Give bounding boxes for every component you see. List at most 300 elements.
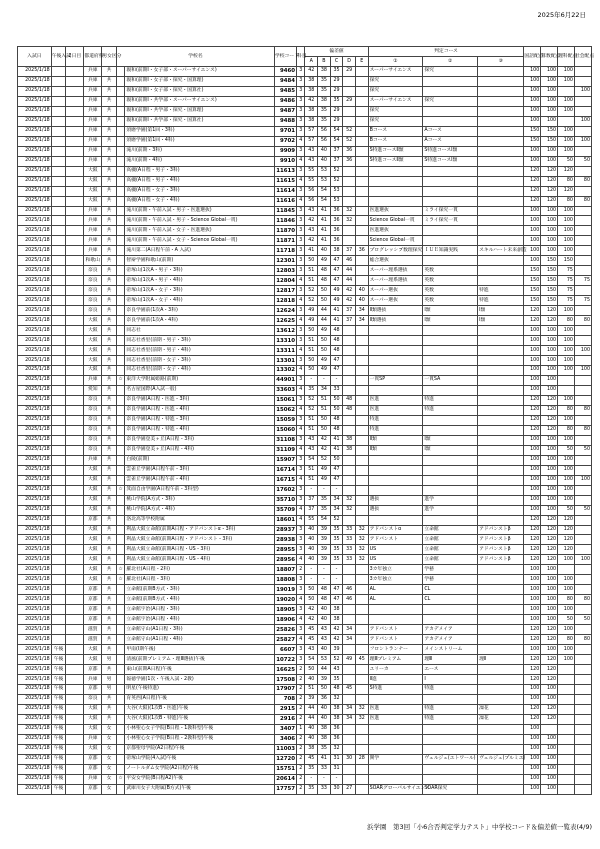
cell-prefecture: 大阪: [84, 176, 102, 186]
cell-h-a: 57: [305, 126, 318, 136]
cell-h-c: 47: [330, 266, 343, 276]
cell-school-name: 奈良学園(A日程・医進・4科): [125, 405, 275, 415]
cell-score-1: 100: [524, 385, 541, 395]
cell-school-name: 滝川第二(A日程午前・A 入試): [125, 246, 275, 256]
cell-afternoon: 午後: [51, 764, 66, 774]
cell-h-a: 43: [305, 156, 318, 166]
cell-course-3: [478, 495, 524, 505]
cell-exam-date: 2025/1/18: [18, 216, 52, 226]
cell-afternoon: [51, 495, 66, 505]
cell-score-3: 120: [558, 166, 575, 176]
cell-h-a: 51: [305, 276, 318, 286]
cell-school-code: 12803: [276, 267, 296, 274]
cell-exam-date: 2025/1/18: [18, 734, 52, 744]
cell-score-1: 100: [524, 106, 541, 116]
cell-h-d: [343, 465, 356, 475]
cell-course-3: [478, 76, 524, 86]
cell-subject-count: 4: [297, 595, 305, 605]
cell-school-name: ノートルダム女学院(A2日程)午後: [125, 764, 275, 774]
col-course: 判定コース: [368, 47, 524, 57]
cell-h-a: 40: [305, 724, 318, 734]
cell-exam-date: 2025/1/18: [18, 535, 52, 545]
cell-afternoon: [51, 585, 66, 595]
cell-second-day: [66, 675, 84, 685]
cell-afternoon: 午後: [51, 744, 66, 754]
cell-h-b: 48: [318, 276, 331, 286]
cell-course-3: [478, 744, 524, 754]
cell-school-code: 6607: [274, 645, 296, 655]
cell-prefecture: 奈良: [84, 296, 102, 306]
cell-school-name: 滝川(前期・3科): [125, 146, 275, 156]
cell-h-c: 52: [330, 176, 343, 186]
cell-score-1: 100: [524, 146, 541, 156]
cell-h-b: 50: [318, 286, 331, 296]
cell-prefecture: 大阪: [84, 316, 102, 326]
cell-prefecture: 兵庫: [84, 675, 102, 685]
cell-h-a: 45: [305, 754, 318, 764]
cell-exam-date: 2025/1/18: [18, 226, 52, 236]
cell-h-e: [355, 415, 368, 425]
cell-h-e: [355, 694, 368, 704]
cell-course-3: 凜花: [478, 714, 524, 724]
cell-course-1: [368, 485, 423, 495]
cell-h-d: 37: [343, 316, 356, 326]
cell-subject-count: 3: [297, 116, 305, 126]
cell-h-e: [355, 385, 368, 395]
cell-course-2: 立命館: [423, 535, 478, 545]
cell-mark-star: [116, 635, 124, 645]
cell-afternoon: [51, 186, 66, 196]
cell-gender: 男: [102, 655, 117, 665]
cell-afternoon: [51, 545, 66, 555]
cell-score-1: 100: [524, 366, 541, 376]
cell-subject-count: 3: [297, 306, 305, 316]
cell-h-e: [355, 625, 368, 635]
cell-h-d: [343, 375, 356, 385]
cell-h-c: 41: [330, 435, 343, 445]
cell-course-3: [478, 665, 524, 675]
cell-score-1: 100: [524, 326, 541, 336]
cell-score-4: [574, 714, 591, 724]
cell-h-a: 50: [305, 595, 318, 605]
cell-school-name: 立命館守山(A1日程・4科): [125, 635, 275, 645]
cell-h-a: 51: [305, 415, 318, 425]
cell-score-1: 100: [524, 724, 541, 734]
cell-prefecture: 兵庫: [84, 236, 102, 246]
cell-school-code: 12804: [276, 277, 296, 284]
cell-h-c: 47: [330, 585, 343, 595]
cell-score-1: 100: [524, 764, 541, 774]
cell-school-code: 35709: [276, 507, 296, 514]
table-row: [18, 724, 592, 734]
cell-second-day: [66, 296, 84, 306]
cell-school-name: 高槻(A日程・女子・4科): [125, 196, 275, 206]
cell-course-3: [478, 605, 524, 615]
cell-score-2: 150: [541, 266, 558, 276]
cell-course-1: [368, 186, 423, 196]
cell-school-code: 19020: [276, 596, 296, 603]
cell-score-1: 100: [524, 336, 541, 346]
cell-h-c: 36: [330, 206, 343, 216]
cell-course-2: Ⅰ類: [423, 316, 478, 326]
cell-exam-date: 2025/1/18: [18, 754, 52, 764]
cell-gender: 共: [102, 565, 117, 575]
cell-h-b: 49: [318, 465, 331, 475]
cell-second-day: [66, 415, 84, 425]
cell-subject-count: 4: [297, 276, 305, 286]
cell-school-code: 12818: [276, 297, 296, 304]
cell-h-c: 53: [330, 186, 343, 196]
cell-h-a: 52: [305, 286, 318, 296]
cell-subject-count: 3: [297, 326, 305, 336]
cell-school-code: 9909: [274, 146, 296, 156]
cell-course-2: 立命館: [423, 525, 478, 535]
cell-score-4: [574, 704, 591, 714]
cell-score-1: 120: [524, 635, 541, 645]
cell-school-code: 13310: [276, 337, 296, 344]
cell-h-e: [355, 455, 368, 465]
cell-course-1: 一貫SP: [368, 375, 423, 385]
cell-gender: 共: [102, 475, 117, 485]
cell-course-1: US: [368, 555, 423, 565]
cell-score-3: 100: [558, 246, 575, 256]
cell-gender: 共: [102, 485, 117, 495]
cell-h-d: 30: [343, 754, 356, 764]
cell-score-3: 80: [558, 316, 575, 326]
cell-school-code: 17907: [276, 686, 296, 693]
cell-school-name: 利晶大阪立命館(前期A日程・US・3科): [125, 545, 275, 555]
cell-gender: 女: [102, 744, 117, 754]
cell-afternoon: [51, 286, 66, 296]
cell-score-3: 80: [558, 425, 575, 435]
cell-course-1: [368, 196, 423, 206]
cell-score-3: [558, 734, 575, 744]
cell-h-c: 50: [330, 455, 343, 465]
cell-score-3: [558, 694, 575, 704]
cell-score-3: [558, 665, 575, 675]
cell-h-c: 50: [330, 395, 343, 405]
cell-subject-count: 4: [297, 405, 305, 415]
cell-exam-date: 2025/1/18: [18, 635, 52, 645]
cell-school-name: 滝川(前期・4科): [125, 156, 275, 166]
cell-second-day: [66, 246, 84, 256]
table-row: [18, 565, 592, 575]
cell-h-e: [355, 744, 368, 754]
cell-mark-star: [116, 744, 124, 754]
cell-h-d: 36: [343, 156, 356, 166]
cell-school-name: 雲雀丘学園(A日程午前・4科): [125, 475, 275, 485]
cell-h-d: 38: [343, 435, 356, 445]
cell-course-3: [478, 784, 524, 794]
cell-course-1: Ⅱ類: [368, 445, 423, 455]
cell-course-2: [423, 86, 478, 96]
cell-school-name: 親和(前期Ⅰ・共学部・探究・国算理): [125, 106, 275, 116]
cell-gender: 共: [102, 605, 117, 615]
cell-subject-count: 3: [297, 485, 305, 495]
cell-course-1: [368, 166, 423, 176]
cell-score-4: [574, 106, 591, 116]
cell-mark-star: [116, 166, 124, 176]
cell-course-2: [423, 116, 478, 126]
cell-gender: 共: [102, 535, 117, 545]
cell-h-b: -: [318, 485, 331, 495]
cell-school-code: 11615: [276, 178, 296, 185]
cell-mark-star: [116, 645, 124, 655]
cell-course-3: [478, 425, 524, 435]
cell-exam-date: 2025/1/18: [18, 555, 52, 565]
cell-course-1: 医進: [368, 395, 423, 405]
cell-h-b: 41: [318, 226, 331, 236]
table-row: [18, 236, 592, 246]
cell-h-d: [343, 116, 356, 126]
cell-score-4: [574, 525, 591, 535]
cell-h-d: [343, 645, 356, 655]
cell-course-2: 英数: [423, 286, 478, 296]
cell-gender: 共: [102, 375, 117, 385]
cell-course-1: 特進: [368, 425, 423, 435]
cell-h-a: 55: [305, 515, 318, 525]
cell-mark-star: [116, 615, 124, 625]
cell-h-e: 40: [355, 286, 368, 296]
cell-score-3: [558, 754, 575, 764]
cell-afternoon: [51, 226, 66, 236]
cell-course-1: 3カ年独立: [368, 565, 423, 575]
cell-h-d: 38: [343, 445, 356, 455]
cell-subject-count: 2: [297, 714, 305, 724]
cell-school-name: 親和(前期Ⅰ・共学部・スーパーサイエンス): [125, 96, 275, 106]
table-row: [18, 525, 592, 535]
cell-course-2: [423, 764, 478, 774]
cell-exam-date: 2025/1/18: [18, 96, 52, 106]
cell-h-d: [343, 336, 356, 346]
cell-score-2: 120: [541, 535, 558, 545]
table-row: [18, 306, 592, 316]
cell-h-a: 38: [305, 76, 318, 86]
cell-course-3: [478, 724, 524, 734]
cell-score-1: 120: [524, 306, 541, 316]
cell-afternoon: [51, 565, 66, 575]
cell-course-3: [478, 96, 524, 106]
cell-subject-count: 2: [297, 675, 305, 685]
cell-course-3: [478, 156, 524, 166]
cell-mark-star: [116, 515, 124, 525]
col-school: 学校名: [116, 47, 274, 67]
cell-prefecture: 兵庫: [84, 106, 102, 116]
cell-course-3: [478, 66, 524, 76]
cell-h-d: [343, 694, 356, 704]
cell-score-1: 120: [524, 415, 541, 425]
cell-school-code: 13301: [276, 357, 296, 364]
cell-score-3: 100: [558, 76, 575, 86]
cell-exam-date: 2025/1/18: [18, 425, 52, 435]
cell-score-2: 100: [541, 356, 558, 366]
cell-course-2: CL: [423, 585, 478, 595]
cell-score-2: 100: [541, 645, 558, 655]
table-row: [18, 136, 592, 146]
cell-h-a: -: [305, 774, 318, 784]
cell-course-1: S特進コースⅡ類: [368, 146, 423, 156]
cell-score-4: [574, 774, 591, 784]
cell-course-3: [478, 505, 524, 515]
cell-school-code: 20614: [276, 776, 296, 783]
cell-school-name: 東洋大学附属姫路(前期): [125, 375, 275, 385]
cell-exam-date: 2025/1/18: [18, 316, 52, 326]
cell-h-a: 45: [305, 635, 318, 645]
cell-course-2: Aコース: [423, 136, 478, 146]
cell-school-name: 親和(前期Ⅰ・女子部・探究・国算理): [125, 76, 275, 86]
cell-course-1: [368, 176, 423, 186]
cell-school-name: 洛北高等学校附属: [125, 515, 275, 525]
cell-score-2: 100: [541, 206, 558, 216]
cell-school-code: 13311: [276, 347, 296, 354]
cell-score-4: [574, 545, 591, 555]
cell-course-1: Ⅱ類: [368, 435, 423, 445]
cell-exam-date: 2025/1/18: [18, 395, 52, 405]
cell-course-3: アドバンストβ: [478, 525, 524, 535]
cell-gender: 共: [102, 276, 117, 286]
cell-score-2: 120: [541, 675, 558, 685]
cell-h-b: 35: [318, 495, 331, 505]
cell-course-2: 学藝: [423, 565, 478, 575]
cell-h-c: 52: [330, 166, 343, 176]
cell-score-2: 150: [541, 276, 558, 286]
cell-school-code: 18601: [276, 517, 296, 524]
cell-prefecture: 奈良: [84, 306, 102, 316]
cell-second-day: [66, 505, 84, 515]
cell-course-2: [423, 236, 478, 246]
cell-score-1: 150: [524, 266, 541, 276]
cell-h-e: [355, 595, 368, 605]
cell-h-e: 32: [355, 555, 368, 565]
cell-h-c: 54: [330, 136, 343, 146]
cell-score-3: 100: [558, 136, 575, 146]
cell-score-4: [574, 675, 591, 685]
cell-score-4: [574, 76, 591, 86]
cell-h-c: 47: [330, 356, 343, 366]
table-row: [18, 515, 592, 525]
cell-gender: 男: [102, 675, 117, 685]
cell-score-2: 120: [541, 704, 558, 714]
cell-h-b: 35: [318, 76, 331, 86]
cell-h-d: 36: [343, 146, 356, 156]
cell-h-b: 36: [318, 694, 331, 704]
cell-score-3: 100: [558, 585, 575, 595]
cell-course-2: [423, 605, 478, 615]
cell-h-a: 51: [305, 465, 318, 475]
cell-subject-count: 3: [297, 575, 305, 585]
cell-score-1: 120: [524, 166, 541, 176]
cell-afternoon: [51, 196, 66, 206]
cell-h-a: 52: [305, 405, 318, 415]
cell-second-day: [66, 665, 84, 675]
table-row: [18, 694, 592, 704]
cell-second-day: [66, 485, 84, 495]
cell-course-2: 特進: [423, 704, 478, 714]
cell-h-b: 40: [318, 615, 331, 625]
cell-exam-date: 2025/1/18: [18, 276, 52, 286]
cell-prefecture: 兵庫: [84, 206, 102, 216]
cell-score-3: 100: [558, 475, 575, 485]
cell-school-name: 小林聖心女子学院(B日程・2教科型)午後: [125, 734, 275, 744]
cell-score-4: [574, 166, 591, 176]
cell-h-a: 40: [305, 535, 318, 545]
cell-h-c: 35: [330, 535, 343, 545]
cell-h-a: 41: [305, 246, 318, 256]
cell-score-2: 100: [541, 146, 558, 156]
cell-course-1: スーパーサイエンス: [368, 66, 423, 76]
cell-subject-count: 3: [297, 266, 305, 276]
cell-course-1: [368, 724, 423, 734]
cell-course-1: アドバンスト: [368, 635, 423, 645]
cell-course-2: ミライ探究一貫: [423, 206, 478, 216]
cell-score-4: [574, 146, 591, 156]
cell-exam-date: 2025/1/18: [18, 465, 52, 475]
cell-course-1: アドバンスト: [368, 625, 423, 635]
cell-mark-star: [116, 326, 124, 336]
cell-course-1: 理Ⅲプレミアム: [368, 655, 423, 665]
cell-h-b: 41: [318, 754, 331, 764]
cell-course-2: エース: [423, 665, 478, 675]
cell-h-c: 29: [330, 76, 343, 86]
cell-h-c: 41: [330, 316, 343, 326]
cell-course-3: [478, 764, 524, 774]
cell-mark-star: [116, 216, 124, 226]
cell-exam-date: 2025/1/18: [18, 545, 52, 555]
cell-h-e: [355, 505, 368, 515]
cell-exam-date: 2025/1/18: [18, 784, 52, 794]
cell-school-name: 甲南(Ⅰ期午後): [125, 645, 275, 655]
cell-h-b: 53: [318, 176, 331, 186]
cell-course-3: [478, 336, 524, 346]
cell-exam-date: 2025/1/18: [18, 146, 52, 156]
cell-h-b: 42: [318, 445, 331, 455]
cell-course-2: [423, 366, 478, 376]
cell-score-4: 80: [574, 176, 591, 186]
cell-course-3: [478, 206, 524, 216]
cell-h-c: 47: [330, 595, 343, 605]
cell-mark-star: [116, 346, 124, 356]
cell-course-3: [478, 685, 524, 695]
table-row: [18, 66, 592, 76]
cell-course-2: ミライ探究一貫: [423, 216, 478, 226]
cell-score-1: 100: [524, 585, 541, 595]
cell-second-day: [66, 535, 84, 545]
cell-exam-date: 2025/1/18: [18, 76, 52, 86]
cell-h-d: 29: [343, 66, 356, 76]
cell-subject-count: 4: [297, 445, 305, 455]
cell-school-name: 高槻(A日程・女子・3科): [125, 186, 275, 196]
cell-h-c: 35: [330, 96, 343, 106]
cell-score-3: [558, 764, 575, 774]
cell-h-e: [355, 445, 368, 455]
col-score-3: 理科配点: [558, 47, 575, 67]
cell-score-3: 100: [558, 216, 575, 226]
cell-h-c: 47: [330, 465, 343, 475]
cell-h-c: 32: [330, 744, 343, 754]
cell-score-1: 100: [524, 565, 541, 575]
cell-prefecture: 京都: [84, 515, 102, 525]
cell-gender: 共: [102, 495, 117, 505]
cell-subject-count: 2: [297, 774, 305, 784]
cell-mark-star: [116, 764, 124, 774]
cell-prefecture: 大阪: [84, 535, 102, 545]
cell-h-b: 49: [318, 366, 331, 376]
cell-course-2: [423, 346, 478, 356]
cell-subject-count: 4: [297, 296, 305, 306]
cell-prefecture: 京都: [84, 665, 102, 675]
cell-exam-date: 2025/1/18: [18, 455, 52, 465]
cell-school-code: 15059: [276, 417, 296, 424]
